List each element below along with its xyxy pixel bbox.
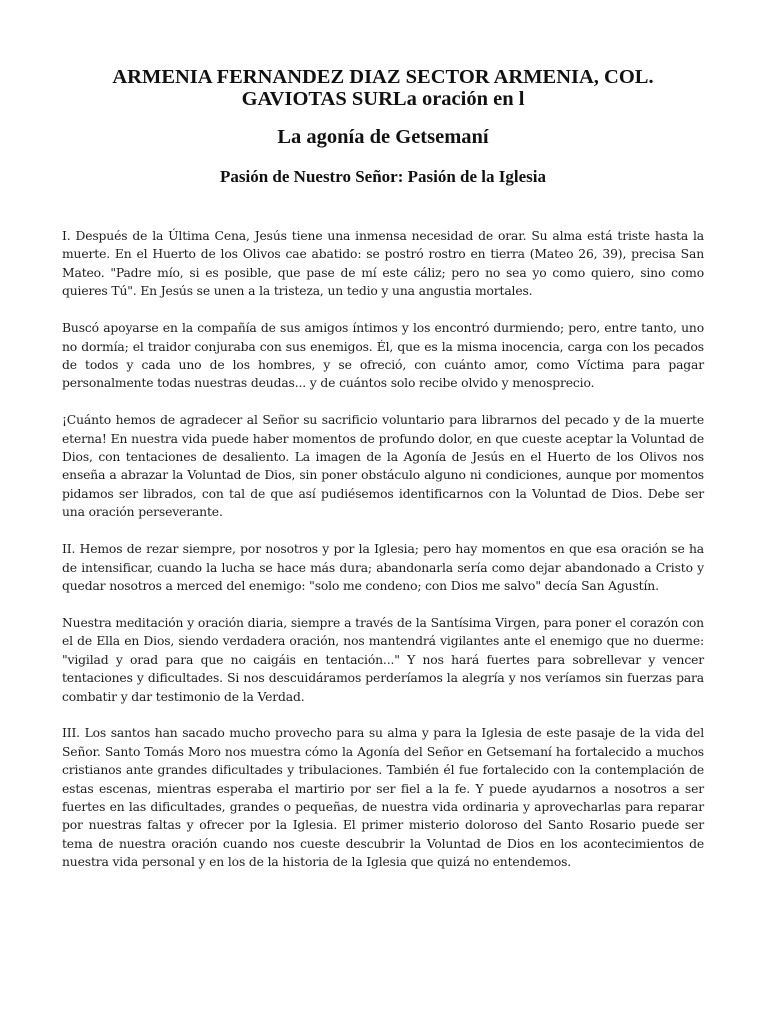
paragraph: ¡Cuánto hemos de agradecer al Señor su sacrificio voluntario para librarnos del pecado y de la muerte eterna! En nuestra vida puede haber momentos de profundo dolor, en que cueste aceptar la Voluntad de Dios, con tentaciones de desaliento. La imagen de la Agonía de Jesús en el Huerto de los Olivos nos enseña a abrazar la Voluntad de Dios, sin poner obstáculo alguno ni condiciones, aunque por momentos pidamos ser librados, con tal de que así pudiésemos identificarnos con la Voluntad de Dios. Debe ser una oración perseverante. <box>62 413 704 520</box>
paragraph: I. Después de la Última Cena, Jesús tiene una inmensa necesidad de orar. Su alma está triste hasta la muerte. En el Huerto de los Olivos cae abatido: se postró rostro en tierra (Mateo 26, 39), precisa San Mateo. "Padre mío, si es posible, que pase de mí este cáliz; pero no sea yo como quiero, sino como quieres Tú". En Jesús se unen a la tristeza, un tedio y una angustia mortales. <box>62 229 704 299</box>
paragraph: II. Hemos de rezar siempre, por nosotros y por la Iglesia; pero hay momentos en que esa oración se ha de intensificar, cuando la lucha se hace más dura; abandonarla sería como dejar abandonado a Cristo y quedar nosotros a merced del enemigo: "solo me condeno; con Dios me salvo" decía San Agustín. <box>62 542 704 593</box>
document-subtitle: La agonía de Getsemaní <box>277 126 489 148</box>
document-title: ARMENIA FERNANDEZ DIAZ SECTOR ARMENIA, COL. GAVIOTAS SURLa oración en l <box>112 66 654 110</box>
paragraph: Buscó apoyarse en la compañía de sus amigos íntimos y los encontró durmiendo; pero, entre tanto, uno no dormía; el traidor conjuraba con sus enemigos. Él, que es la misma inocencia, carga con los pecados de todos y cada uno de los hombres, y se ofreció, con cuánto amor, como Víctima para pagar personalmente todas nuestras deudas... y de cuántos solo recibe olvido y menosprecio. <box>62 321 704 391</box>
document-body <box>62 227 704 890</box>
title-block <box>62 66 704 188</box>
paragraph: III. Los santos han sacado mucho provecho para su alma y para la Iglesia de este pasaje de la vida del Señor. Santo Tomás Moro nos muestra cómo la Agonía del Señor en Getsemaní ha fortalecido a muchos cristianos ante grandes dificultades y tribulaciones. También él fue fortalecido con la contemplación de estas escenas, mientras esperaba el martirio por ser fiel a la fe. Y puede ayudarnos a nosotros a ser fuertes en las dificultades, grandes o pequeñas, de nuestra vida ordinaria y aprovecharlas para reparar por nuestras faltas y ofrecer por la Iglesia. El primer misterio doloroso del Santo Rosario puede ser tema de nuestra oración cuando nos cueste descubrir la Voluntad de Dios en los acontecimientos de nuestra vida personal y en los de la historia de la Iglesia que quizá no entendemos. <box>62 726 704 870</box>
paragraph: Nuestra meditación y oración diaria, siempre a través de la Santísima Virgen, para poner el corazón con el de Ella en Dios, siendo verdadera oración, nos mantendrá vigilantes ante el enemigo que no duerme: "vigilad y orad para que no caigáis en tentación..." Y nos hará fuertes para sobrellevar y vencer tentaciones y dificultades. Si nos descuidáramos perderíamos la alegría y nos veríamos sin fuerzas para combatir y dar testimonio de la Verdad. <box>62 615 704 704</box>
document-section-heading: Pasión de Nuestro Señor: Pasión de la Iglesia <box>219 167 546 186</box>
